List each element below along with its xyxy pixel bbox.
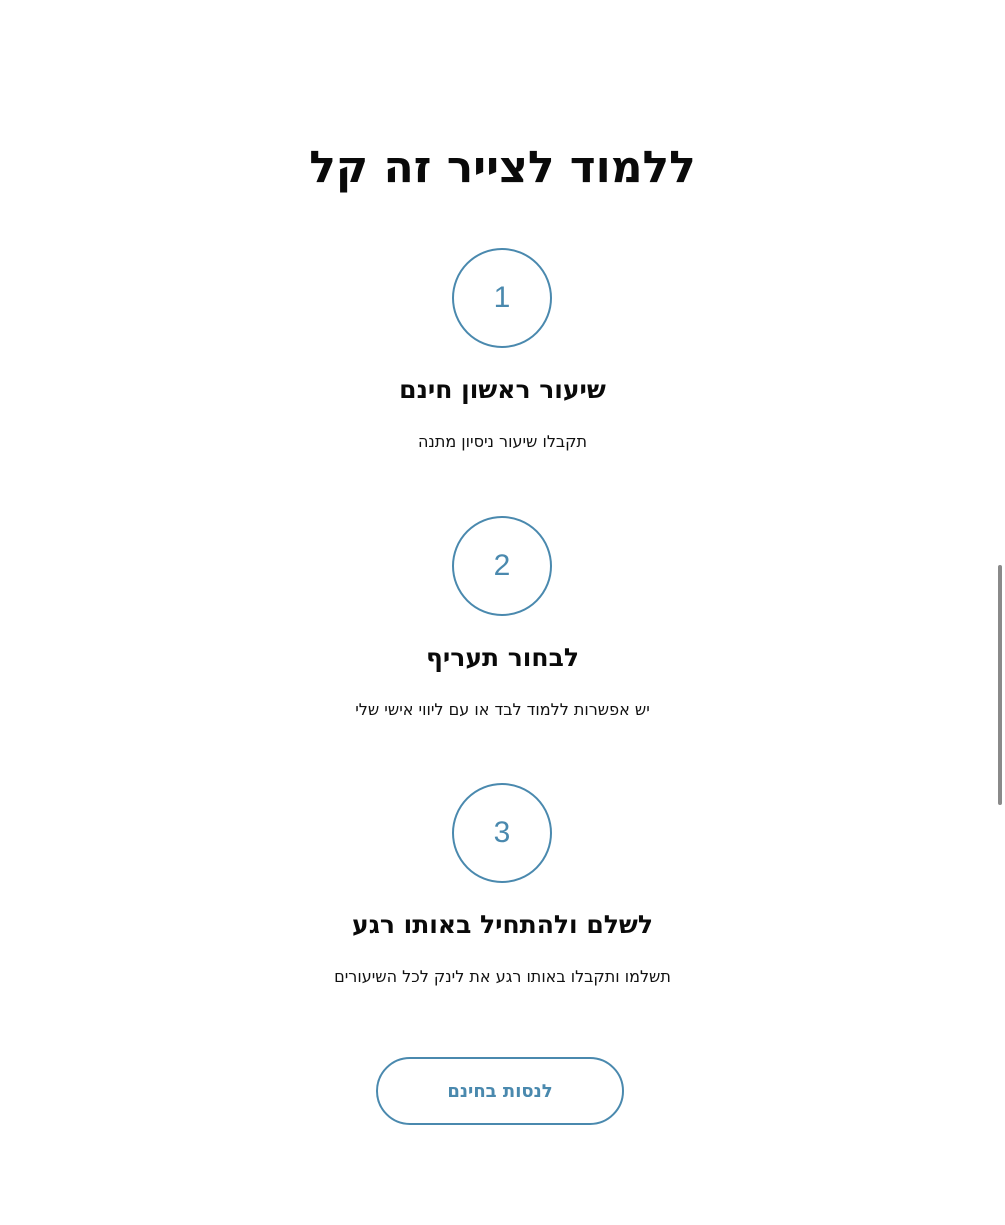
step-number-badge bbox=[452, 248, 552, 348]
try-free-button[interactable]: לנסות בחינם bbox=[376, 1057, 624, 1125]
step-description: תקבלו שיעור ניסיון מתנה bbox=[417, 432, 588, 451]
scrollbar-thumb[interactable] bbox=[998, 565, 1002, 805]
step-title: שיעור ראשון חינם bbox=[399, 375, 606, 404]
step-number: 2 bbox=[493, 549, 511, 582]
page-title: ללמוד לצייר זה קל bbox=[309, 142, 696, 193]
step-number: 3 bbox=[493, 816, 511, 849]
step-title: לשלם ולהתחיל באותו רגע bbox=[352, 910, 653, 939]
step-title: לבחור תעריף bbox=[426, 643, 579, 672]
step-description: יש אפשרות ללמוד לבד או עם ליווי אישי שלי bbox=[355, 700, 650, 719]
step-number-badge bbox=[452, 783, 552, 883]
step-number: 1 bbox=[493, 281, 511, 314]
step-number-badge bbox=[452, 516, 552, 616]
step-description: תשלמו ותקבלו באותו רגע את לינק לכל השיעורים bbox=[334, 967, 671, 986]
